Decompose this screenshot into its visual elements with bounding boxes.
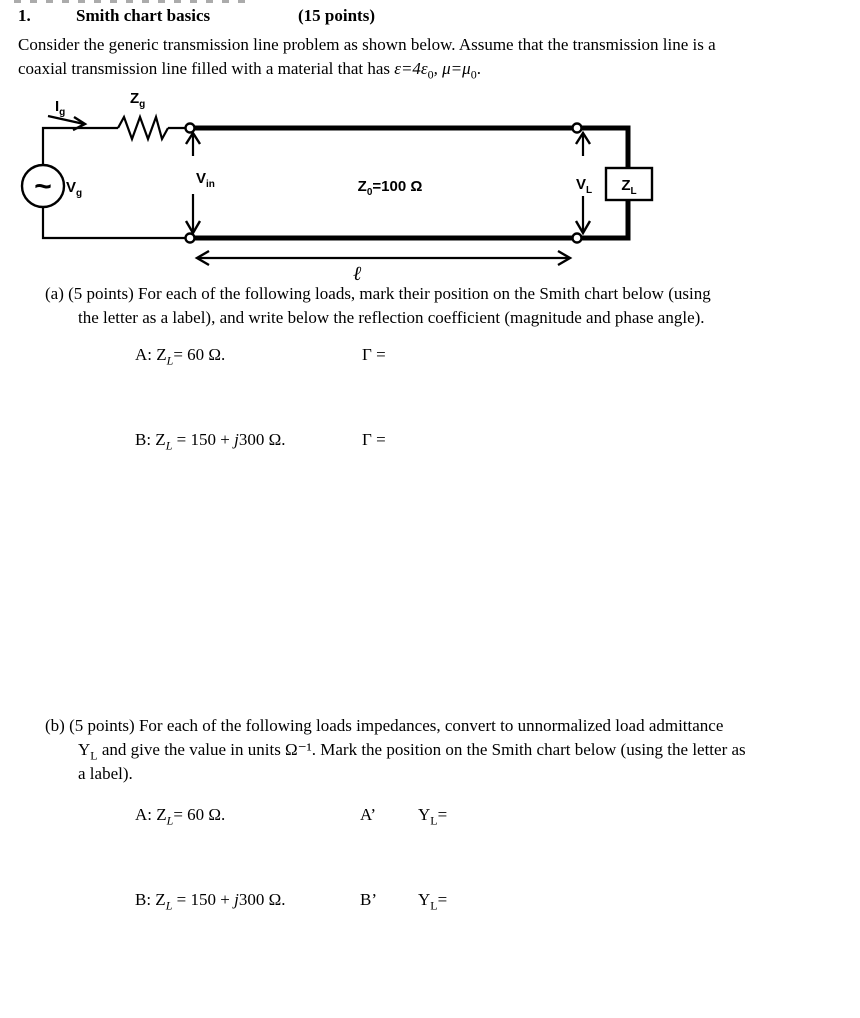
wire-source-top (43, 128, 118, 165)
part-b-paragraph (45, 714, 840, 786)
smith-chart-mark-b: B’ (360, 890, 377, 909)
intro-math-sub0-b: 0 (470, 67, 477, 82)
intro-paragraph (18, 33, 850, 81)
text: = 150 + (172, 430, 235, 449)
intro-math-mu: , μ=μ (433, 59, 471, 78)
vin-label: $V_{in}$ (196, 170, 215, 190)
length-label: ℓ (352, 263, 362, 285)
text: = (437, 890, 448, 909)
vl-label: $V_L$ (576, 176, 593, 196)
zg-label: $Z_g$ (130, 90, 146, 110)
reflection-coefficient-blank-b: Γ = (362, 430, 386, 449)
load-impedance-a (135, 345, 226, 368)
yl-subscript: L (90, 748, 98, 763)
cutoff-text-remnant (14, 0, 254, 3)
subscript: L (166, 353, 174, 368)
admittance-blank-a (418, 805, 448, 828)
part-b-load-item-a (135, 805, 565, 829)
load-wire-bottom (582, 200, 628, 238)
part-b-load-item-b (135, 890, 565, 914)
imaginary-j: j (234, 430, 239, 449)
part-b-text2: and give the value in units Ω⁻¹. Mark the position on the Smith chart below (using the letter as (97, 740, 746, 759)
vg-label: $V_g$ (66, 179, 83, 199)
subscript: L (166, 813, 174, 828)
intro-math-period: . (476, 59, 481, 78)
zg-resistor (118, 117, 168, 139)
ac-source-symbol: ~ (34, 170, 52, 203)
part-b-text3: a label). (78, 764, 133, 783)
part-b-label: (b) (45, 716, 65, 735)
part-a-load-item-b (135, 430, 565, 454)
text: = 60 Ω. (173, 805, 226, 824)
part-a-paragraph (45, 282, 840, 330)
intro-math-sub0-a: 0 (427, 67, 434, 82)
zl-label: $Z_L$ (621, 177, 637, 197)
subscript: L (430, 813, 438, 828)
imaginary-j: j (234, 890, 239, 909)
part-a-label: (a) (45, 284, 64, 303)
reflection-coefficient-blank-a: Γ = (362, 345, 386, 364)
text: = 60 Ω. (173, 345, 226, 364)
problem-title: Smith chart basics (76, 6, 211, 25)
intro-math-epsilon: ε=4ε (394, 59, 428, 78)
ig-label: $I_g$ (55, 98, 66, 118)
load-wire-top (582, 128, 628, 168)
circuit-diagram (0, 88, 700, 288)
z0-label: $Z_0=100$ Ω (357, 178, 423, 198)
part-a-text1: (5 points) For each of the following loads, mark their position on the Smith chart below (using (68, 284, 711, 303)
load-impedance-a (135, 805, 226, 828)
subscript: L (165, 898, 173, 913)
text: = (437, 805, 448, 824)
problem-number: 1. (18, 6, 31, 25)
part-a-load-item-a (135, 345, 565, 369)
part-b-text1: (5 points) For each of the following loads impedances, convert to unnormalized load admittance (69, 716, 724, 735)
text: A: Z (135, 805, 167, 824)
terminal-top-right (573, 124, 582, 133)
subscript: L (430, 898, 438, 913)
problem-points: (15 points) (298, 6, 375, 25)
yl-symbol: Y (78, 740, 91, 759)
admittance-blank-b (418, 890, 448, 913)
subscript: L (165, 438, 173, 453)
text: 300 Ω. (238, 430, 286, 449)
smith-chart-mark-a: A’ (360, 805, 377, 824)
text: A: Z (135, 345, 167, 364)
text: B: Z (135, 890, 166, 909)
part-a-text2: the letter as a label), and write below the reflection coefficient (magnitude and phase angle). (78, 308, 705, 327)
load-impedance-b (135, 890, 286, 913)
text: Y (418, 805, 431, 824)
terminal-bottom-right (573, 234, 582, 243)
wire-source-bottom (43, 207, 186, 238)
text: = 150 + (172, 890, 235, 909)
intro-line1: Consider the generic transmission line problem as shown below. Assume that the transmission line is a (18, 35, 716, 54)
intro-line2: coaxial transmission line filled with a material that has (18, 59, 395, 78)
text: B: Z (135, 430, 166, 449)
text: Y (418, 890, 431, 909)
text: 300 Ω. (238, 890, 286, 909)
load-impedance-b (135, 430, 286, 453)
